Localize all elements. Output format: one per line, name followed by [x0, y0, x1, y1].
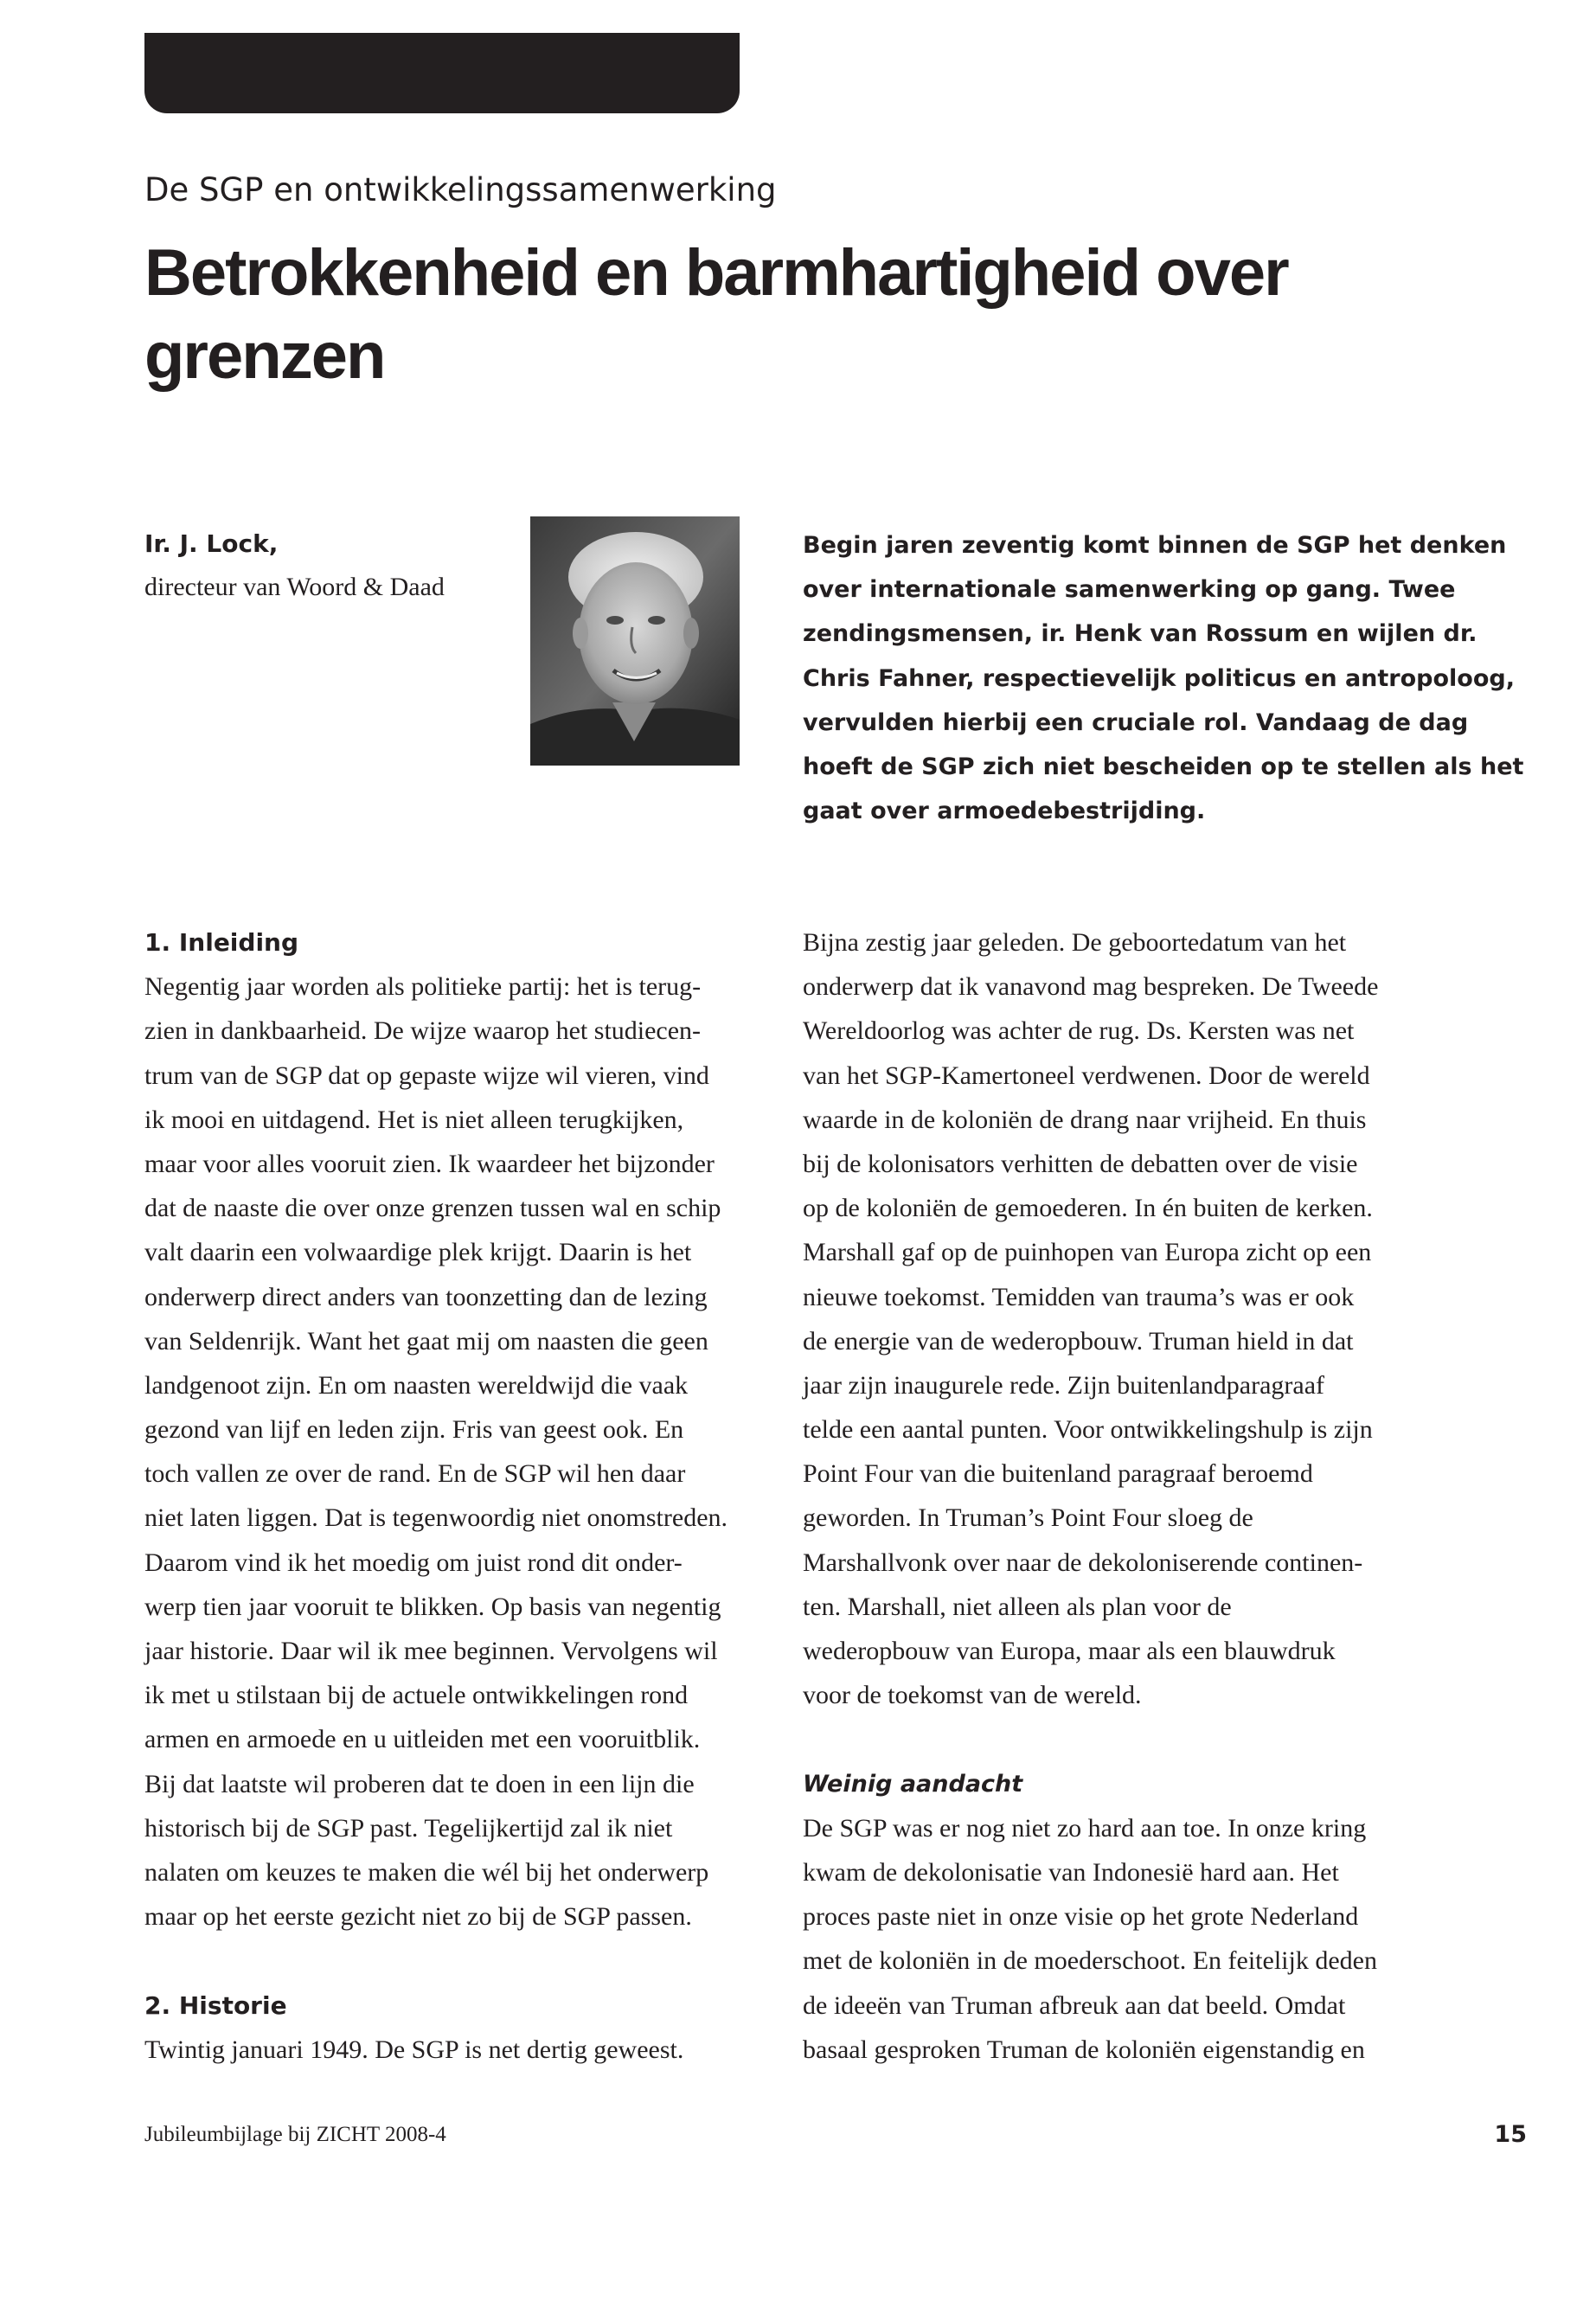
- author-name: Ir. J. Lock,: [144, 529, 279, 558]
- body-line: toch vallen ze over de rand. En de SGP wil hen daar: [144, 1459, 686, 1489]
- body-line: van het SGP-Kamertoneel verdwenen. Door de wereld: [803, 1061, 1370, 1090]
- section-heading-inleiding: 1. Inleiding: [144, 928, 299, 957]
- body-line: maar voor alles vooruit zien. Ik waardeer het bijzonder: [144, 1149, 715, 1178]
- body-line: ik mooi en uitdagend. Het is niet alleen terugkijken,: [144, 1105, 684, 1134]
- body-line: werp tien jaar vooruit te blikken. Op basis van negentig: [144, 1592, 721, 1621]
- body-line: met de koloniën in de moederschoot. En feitelijk deden: [803, 1946, 1377, 1976]
- body-line: ten. Marshall, niet alleen als plan voor de: [803, 1592, 1232, 1621]
- body-line: basaal gesproken Truman de koloniën eigenstandig en: [803, 2035, 1365, 2064]
- right-text-column: [803, 920, 1408, 2072]
- body-line: de ideeën van Truman afbreuk aan dat beeld. Omdat: [803, 1990, 1346, 2020]
- body-line: telde een aantal punten. Voor ontwikkelingshulp is zijn: [803, 1415, 1373, 1445]
- body-line: van Seldenrijk. Want het gaat mij om naasten die geen: [144, 1326, 708, 1356]
- body-line: De SGP was er nog niet zo hard aan toe. In onze kring: [803, 1813, 1367, 1843]
- author-role: directeur van Woord & Daad: [144, 573, 445, 601]
- left-text-column: [144, 920, 750, 2072]
- lead-paragraph: [803, 523, 1524, 833]
- header-bar: [144, 33, 740, 113]
- lead-line: over internationale samenwerking op gang. Twee: [803, 576, 1456, 604]
- author-portrait-photo: [530, 516, 740, 766]
- body-line: ik met u stilstaan bij de actuele ontwikkelingen rond: [144, 1681, 689, 1710]
- body-line: Twintig januari 1949. De SGP is net dertig geweest.: [144, 2035, 684, 2064]
- body-line: dat de naaste die over onze grenzen tussen wal en schip: [144, 1194, 721, 1223]
- body-line: historisch bij de SGP past. Tegelijkertijd zal ik niet: [144, 1813, 673, 1843]
- lead-line: Begin jaren zeventig komt binnen de SGP het denken: [803, 532, 1507, 559]
- body-line: landgenoot zijn. En om naasten wereldwijd die vaak: [144, 1370, 689, 1400]
- lead-line: hoeft de SGP zich niet bescheiden op te stellen als het: [803, 753, 1524, 780]
- body-line: Daarom vind ik het moedig om juist rond dit onder-: [144, 1548, 683, 1577]
- footer-publication: Jubileumbijlage bij ZICHT 2008-4: [144, 2123, 446, 2146]
- body-line: valt daarin een volwaardige plek krijgt. Daarin is het: [144, 1238, 692, 1267]
- title-line: grenzen: [144, 319, 385, 393]
- body-line: jaar historie. Daar wil ik mee beginnen. Vervolgens wil: [144, 1637, 718, 1665]
- page-number: 15: [1494, 2121, 1527, 2148]
- body-line: nieuwe toekomst. Temidden van trauma’s was er ook: [803, 1282, 1355, 1311]
- paragraph-gap: [803, 1717, 1408, 1761]
- body-line: op de koloniën de gemoederen. In én buiten de kerken.: [803, 1194, 1373, 1223]
- body-line: bij de kolonisators verhitten de debatten over de visie: [803, 1149, 1358, 1178]
- body-line: maar op het eerste gezicht niet zo bij de SGP passen.: [144, 1902, 692, 1932]
- paragraph-gap: [144, 1939, 750, 1983]
- body-line: jaar zijn inaugurele rede. Zijn buitenlandparagraaf: [803, 1370, 1325, 1400]
- lead-line: Chris Fahner, respectievelijk politicus en antropoloog,: [803, 664, 1515, 692]
- body-line: kwam de dekolonisatie van Indonesië hard aan. Het: [803, 1857, 1339, 1887]
- body-line: nalaten om keuzes te maken die wél bij het onderwerp: [144, 1857, 709, 1887]
- body-line: proces paste niet in onze visie op het grote Nederland: [803, 1902, 1359, 1932]
- body-line: voor de toekomst van de wereld.: [803, 1681, 1142, 1710]
- body-line: waarde in de koloniën de drang naar vrijheid. En thuis: [803, 1105, 1367, 1134]
- body-line: geworden. In Truman’s Point Four sloeg de: [803, 1503, 1253, 1533]
- body-line: Wereldoorlog was achter de rug. Ds. Kersten was net: [803, 1016, 1355, 1046]
- body-line: Marshallvonk over naar de dekoloniserende continen-: [803, 1548, 1363, 1577]
- section-heading-historie: 2. Historie: [144, 1990, 287, 2020]
- body-line: trum van de SGP dat op gepaste wijze wil vieren, vind: [144, 1061, 709, 1090]
- body-line: gezond van lijf en leden zijn. Fris van geest ook. En: [144, 1415, 684, 1445]
- body-line: onderwerp direct anders van toonzetting dan de lezing: [144, 1282, 708, 1311]
- body-line: zien in dankbaarheid. De wijze waarop het studiecen-: [144, 1016, 702, 1046]
- article-title: [144, 232, 1399, 398]
- body-line: armen en armoede en u uitleiden met een vooruitblik.: [144, 1725, 701, 1754]
- body-line: Negentig jaar worden als politieke partij: het is terug-: [144, 972, 702, 1002]
- body-line: niet laten liggen. Dat is tegenwoordig niet onomstreden.: [144, 1503, 728, 1533]
- body-line: Bij dat laatste wil proberen dat te doen in een lijn die: [144, 1769, 695, 1798]
- body-line: Marshall gaf op de puinhopen van Europa zicht op een: [803, 1238, 1372, 1267]
- article-kicker: De SGP en ontwikkelingssamenwerking: [144, 171, 777, 208]
- title-line: Betrokkenheid en barmhartigheid over: [144, 236, 1288, 310]
- body-line: de energie van de wederopbouw. Truman hield in dat: [803, 1326, 1354, 1356]
- body-line: Point Four van die buitenland paragraaf beroemd: [803, 1459, 1313, 1489]
- lead-line: zendingsmensen, ir. Henk van Rossum en wijlen dr.: [803, 620, 1477, 648]
- body-line: Bijna zestig jaar geleden. De geboortedatum van het: [803, 928, 1347, 957]
- lead-line: vervulden hierbij een cruciale rol. Vandaag de dag: [803, 708, 1469, 736]
- subheading-weinig-aandacht: Weinig aandacht: [803, 1770, 1023, 1798]
- body-line: onderwerp dat ik vanavond mag bespreken. De Tweede: [803, 972, 1379, 1002]
- body-line: wederopbouw van Europa, maar als een blauwdruk: [803, 1637, 1336, 1665]
- lead-line: gaat over armoedebestrijding.: [803, 798, 1206, 825]
